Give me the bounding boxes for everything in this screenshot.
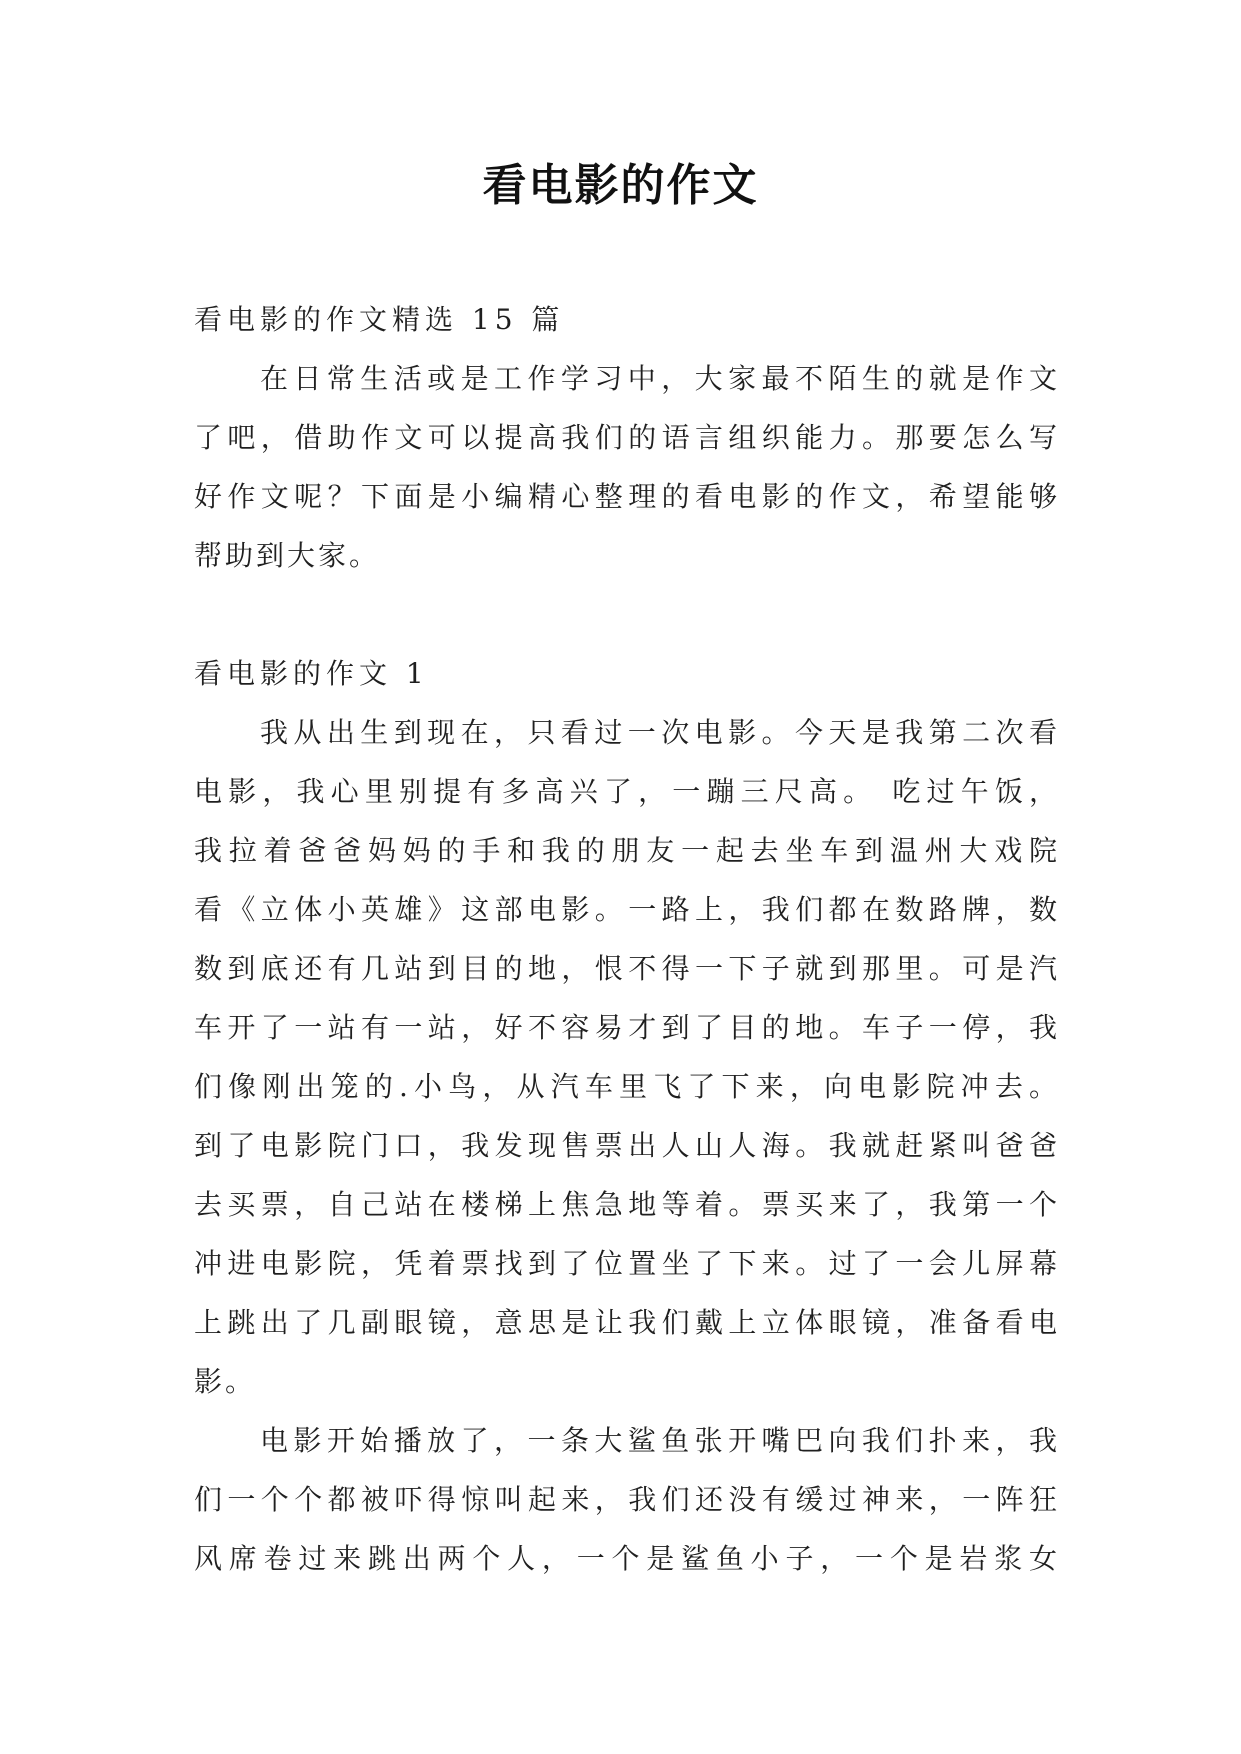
paragraph-line: 电影，我心里别提有多高兴了，一蹦三尺高。 吃过午饭， — [194, 775, 1060, 808]
paragraph-line: 车开了一站有一站，好不容易才到了目的地。车子一停，我 — [194, 1011, 1060, 1044]
paragraph-line: 风席卷过来跳出两个人，一个是鲨鱼小子，一个是岩浆女 — [194, 1542, 1060, 1575]
paragraph-line: 到了电影院门口，我发现售票出人山人海。我就赶紧叫爸爸 — [194, 1129, 1060, 1162]
document-body — [194, 290, 1060, 1588]
paragraph-line: 们一个个都被吓得惊叫起来，我们还没有缓过神来，一阵狂 — [194, 1483, 1060, 1516]
intro-paragraph — [194, 349, 1060, 585]
page-title: 看电影的作文 — [482, 160, 759, 211]
paragraph-line: 好作文呢？下面是小编精心整理的看电影的作文，希望能够 — [194, 480, 1060, 513]
section-heading: 看电影的作文 1 — [194, 657, 429, 690]
paragraph-line: 上跳出了几副眼镜，意思是让我们戴上立体眼镜，准备看电 — [194, 1306, 1060, 1339]
paragraph-line: 们像刚出笼的.小鸟，从汽车里飞了下来，向电影院冲去。 — [194, 1070, 1060, 1103]
paragraph-line: 冲进电影院，凭着票找到了位置坐了下来。过了一会儿屏幕 — [194, 1247, 1060, 1280]
paragraph-line: 我从出生到现在，只看过一次电影。今天是我第二次看 — [260, 716, 1060, 749]
paragraph-line: 了吧，借助作文可以提高我们的语言组织能力。那要怎么写 — [194, 421, 1060, 454]
paragraph-line: 去买票，自己站在楼梯上焦急地等着。票买来了，我第一个 — [194, 1188, 1060, 1221]
paragraph-line: 数到底还有几站到目的地，恨不得一下子就到那里。可是汽 — [194, 952, 1060, 985]
paragraph-line: 帮助到大家。 — [194, 539, 381, 572]
paragraph-line: 影。 — [194, 1365, 257, 1398]
section-paragraph-2 — [194, 1411, 1060, 1588]
blank-line — [194, 585, 1060, 644]
section-paragraph-1 — [194, 703, 1060, 1411]
paragraph-line: 我拉着爸爸妈妈的手和我的朋友一起去坐车到温州大戏院 — [194, 834, 1060, 867]
paragraph-line: 在日常生活或是工作学习中，大家最不陌生的就是作文 — [260, 362, 1060, 395]
intro-heading: 看电影的作文精选 15 篇 — [194, 303, 565, 336]
paragraph-line: 电影开始播放了，一条大鲨鱼张开嘴巴向我们扑来，我 — [260, 1424, 1060, 1457]
paragraph-line: 看《立体小英雄》这部电影。一路上，我们都在数路牌，数 — [194, 893, 1060, 926]
